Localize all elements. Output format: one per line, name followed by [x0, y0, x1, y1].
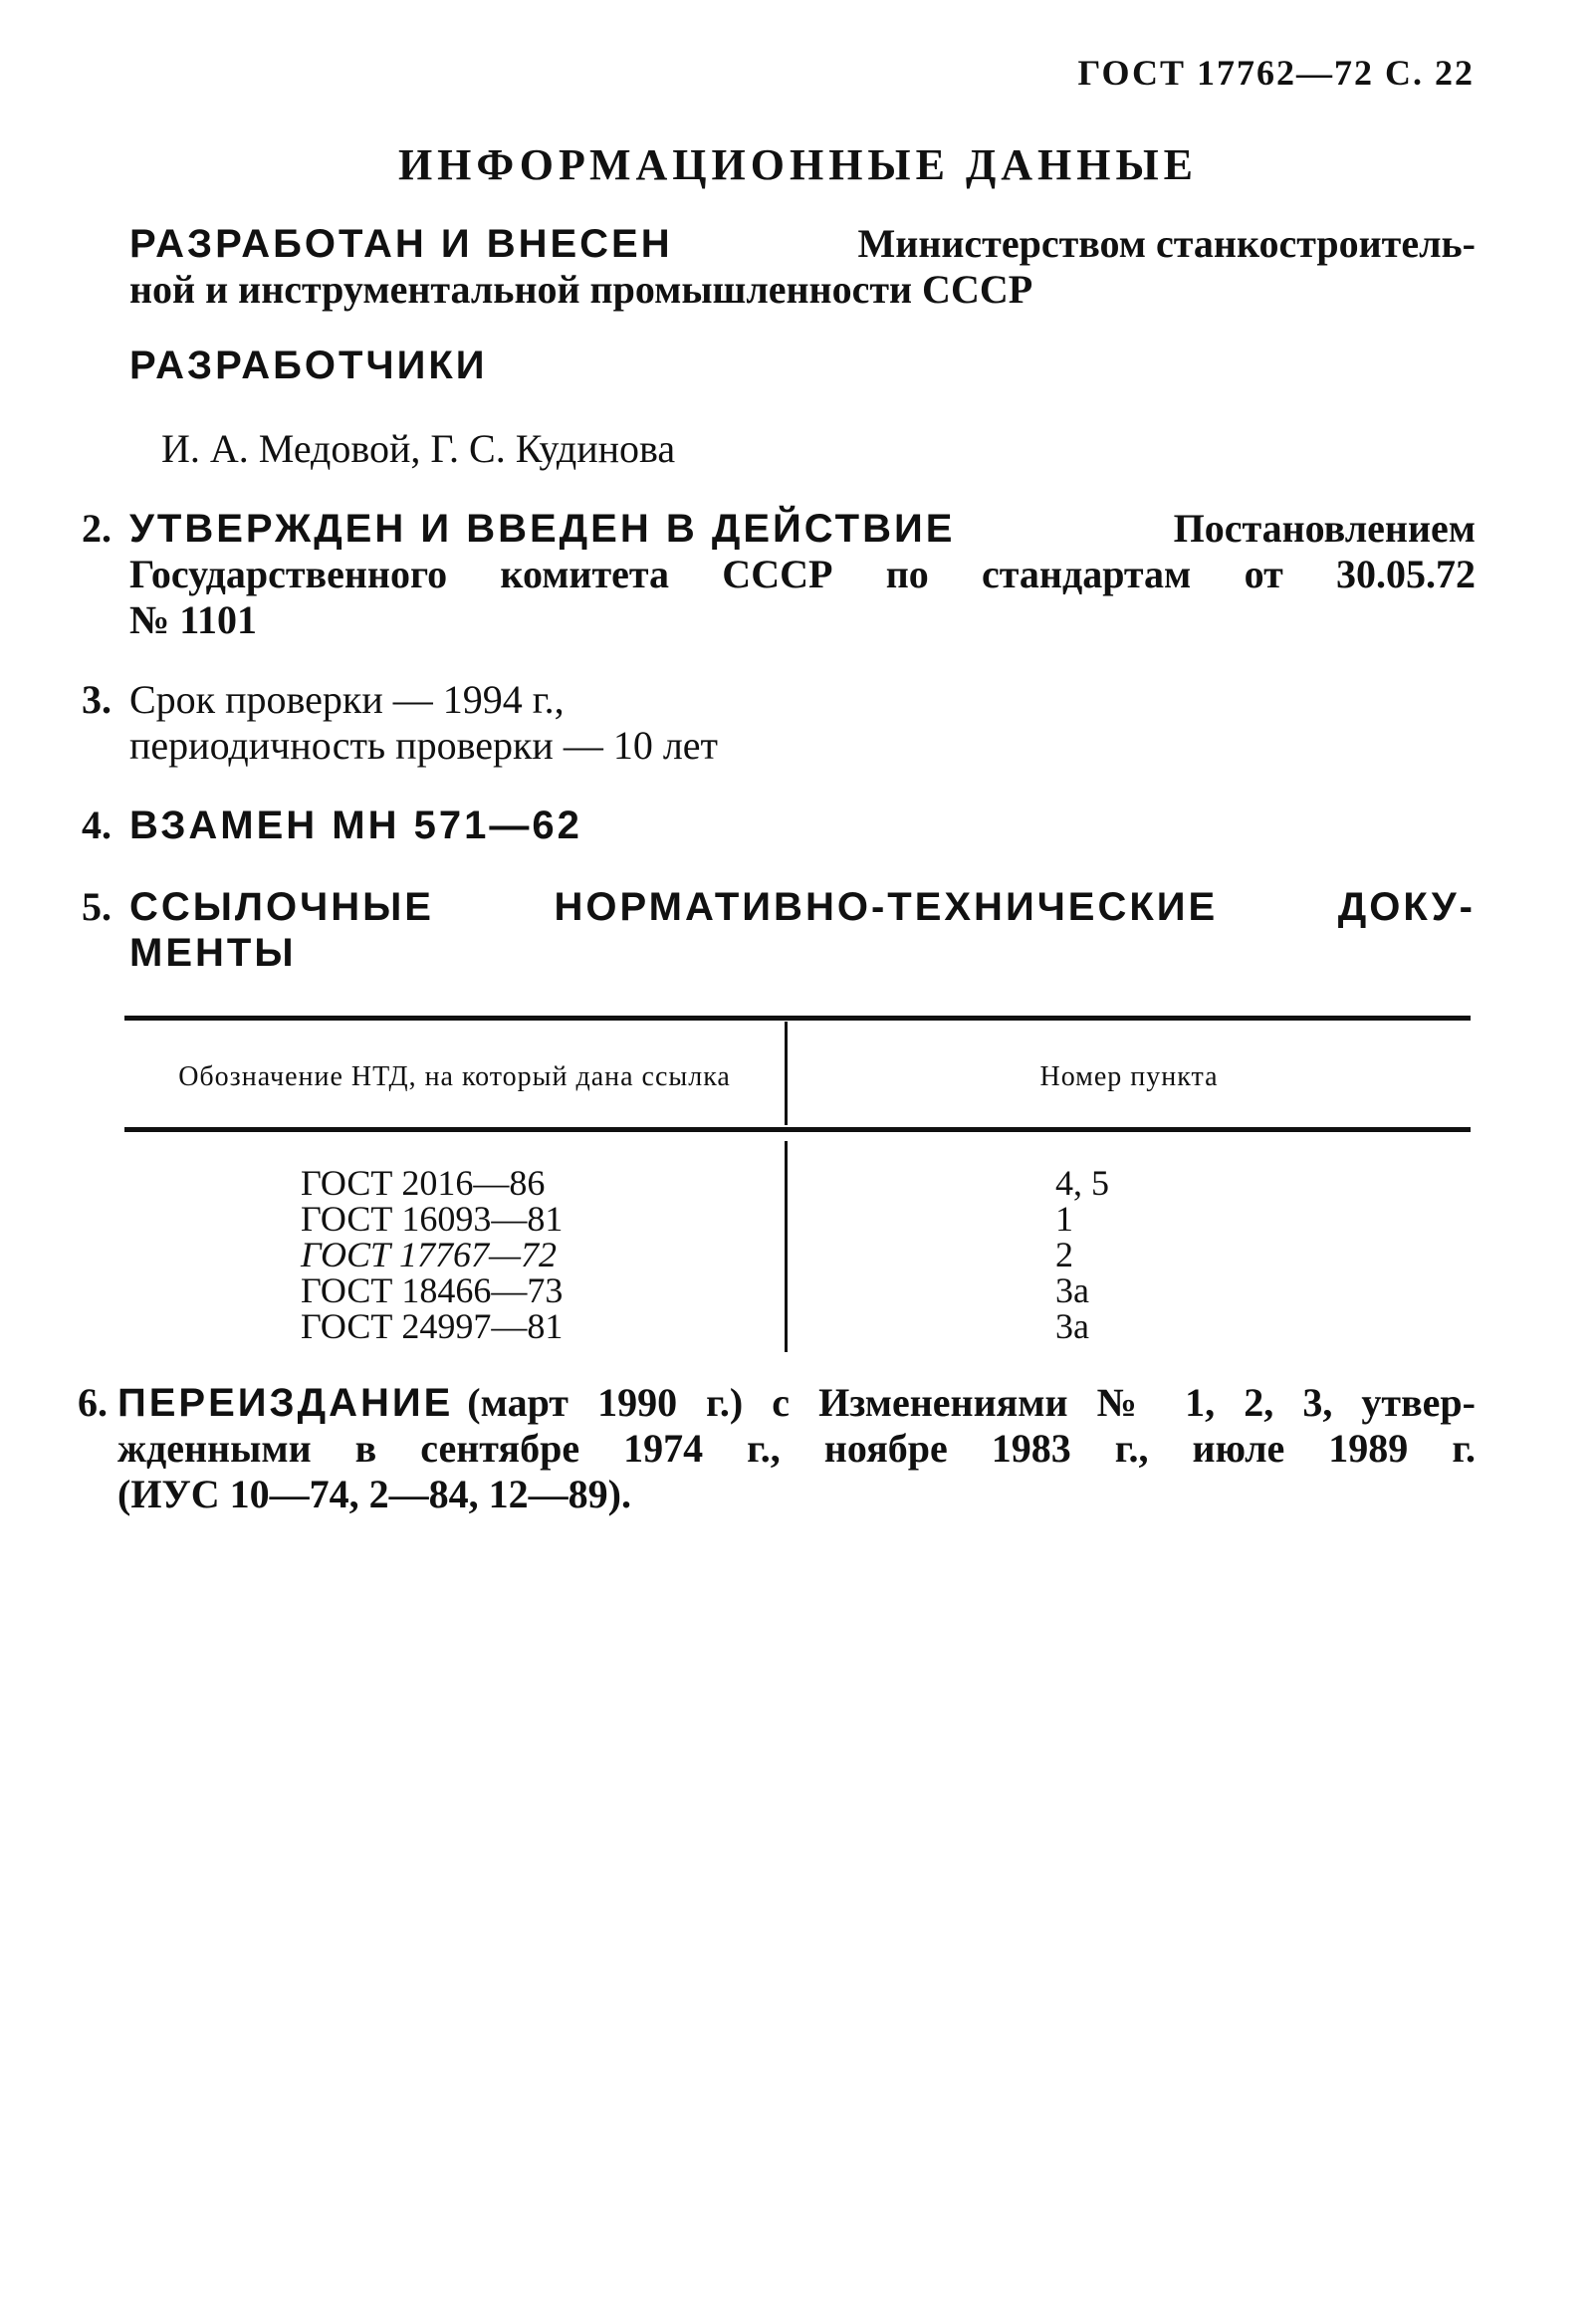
table-cell-item: 3а — [1055, 1306, 1089, 1346]
table-item-column — [1055, 1165, 1254, 1344]
replaces-number: 4. — [82, 803, 112, 847]
references-line-1: ССЫЛОЧНЫЕ НОРМАТИВНО-ТЕХНИЧЕСКИЕ ДОКУ- — [129, 885, 1476, 929]
table-cell-item: 1 — [1055, 1199, 1073, 1239]
approved-line-3: № 1101 — [129, 597, 257, 642]
table-cell-item: 4, 5 — [1055, 1163, 1109, 1203]
review-section — [82, 677, 1476, 769]
table-body-divider — [785, 1141, 788, 1352]
references-section — [82, 884, 1476, 976]
review-line-1: Срок проверки — 1994 г., — [129, 677, 565, 722]
table-header-rule — [124, 1127, 1471, 1132]
references-number: 5. — [82, 884, 112, 929]
table-row: ГОСТ 24997—81 — [301, 1306, 564, 1346]
developed-line-2: ной и инструментальной промышленности СССР — [129, 267, 1033, 312]
approved-line-1 — [129, 506, 1476, 552]
reissue-number: 6. — [78, 1380, 108, 1425]
approved-line-2: Государственного комитета СССР по стандартам от 30.05.72 — [129, 552, 1476, 596]
reissue-line-1 — [117, 1380, 1476, 1426]
review-line-2: периодичность проверки — 10 лет — [129, 723, 719, 768]
table-header-item: Номер пункта — [1039, 1061, 1219, 1092]
review-number: 3. — [82, 677, 112, 722]
table-doc-column — [124, 1165, 785, 1344]
table-row: ГОСТ 2016—86 — [301, 1163, 546, 1203]
developers-heading: РАЗРАБОТЧИКИ — [129, 344, 488, 387]
table-top-rule — [124, 1016, 1471, 1021]
reissue-section — [78, 1380, 1476, 1517]
page-header: ГОСТ 17762—72 С. 22 — [1077, 53, 1475, 93]
reissue-lead: ПЕРЕИЗДАНИЕ — [117, 1381, 454, 1425]
reissue-line-3: (ИУС 10—74, 2—84, 12—89). — [117, 1472, 631, 1516]
approved-section — [82, 506, 1476, 643]
page-title: ИНФОРМАЦИОННЫЕ ДАННЫЕ — [397, 140, 1199, 189]
developed-section — [129, 221, 1476, 313]
approved-lead: УТВЕРЖДЕН И ВВЕДЕН В ДЕЙСТВИЕ — [129, 507, 956, 551]
table-header-doc: Обозначение НТД, на который дана ссылка — [178, 1061, 731, 1092]
developers-names: И. А. Медовой, Г. С. Кудинова — [161, 426, 676, 471]
developed-line1-rest: Министерством станкостроитель- — [857, 221, 1476, 266]
table-cell-item: 3а — [1055, 1270, 1089, 1310]
reissue-line-2: жденными в сентябре 1974 г., ноябре 1983 г., июле 1989 г. — [117, 1426, 1476, 1471]
replaces-text: ВЗАМЕН МН 571—62 — [129, 804, 582, 847]
approved-number: 2. — [82, 506, 112, 551]
table-row: ГОСТ 18466—73 — [301, 1270, 564, 1310]
developed-line-1 — [129, 221, 1476, 267]
table-cell-item: 2 — [1055, 1235, 1073, 1274]
approved-line1-rest: Постановлением — [1173, 506, 1476, 551]
replaces-section — [82, 803, 1476, 848]
reissue-line1-rest: (март 1990 г.) с Изменениями № 1, 2, 3, утвер- — [467, 1380, 1476, 1425]
references-line-2: МЕНТЫ — [129, 931, 297, 975]
developed-lead: РАЗРАБОТАН И ВНЕСЕН — [129, 222, 673, 266]
table-row: ГОСТ 17767—72 — [301, 1235, 558, 1274]
table-row: ГОСТ 16093—81 — [301, 1199, 564, 1239]
